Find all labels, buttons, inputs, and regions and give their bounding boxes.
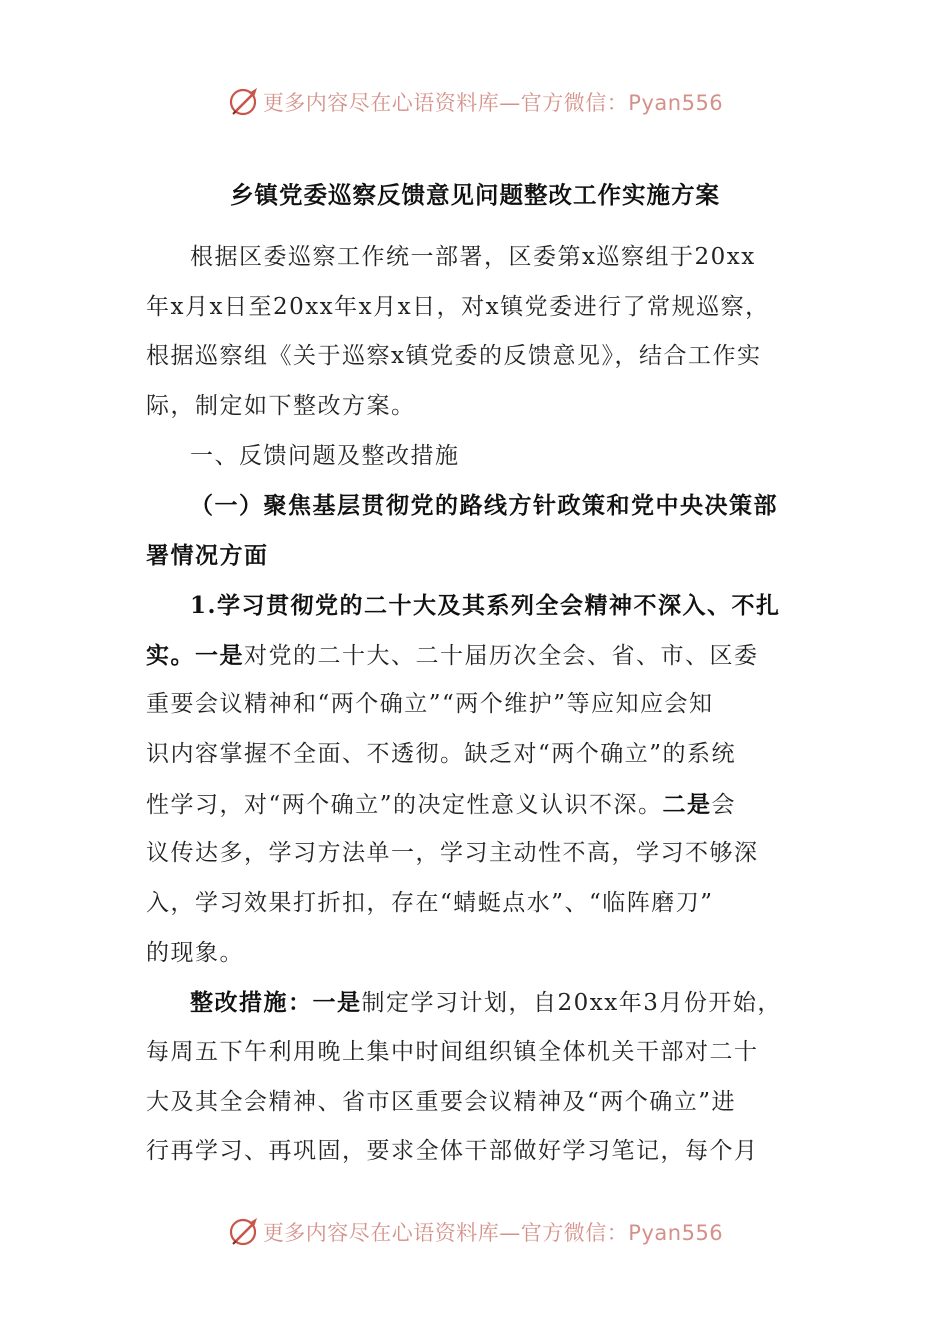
marker-first: 一是 xyxy=(195,641,244,669)
document-title: 乡镇党委巡察反馈意见问题整改工作实施方案 xyxy=(230,181,720,209)
watermark-bottom xyxy=(0,1210,950,1254)
paragraph-line: 行再学习、再巩固，要求全体干部做好学习笔记，每个月 xyxy=(146,1138,759,1165)
watermark-top xyxy=(0,80,950,124)
paragraph-line xyxy=(146,978,818,1028)
paragraph-text: 会 xyxy=(711,791,737,818)
paragraph-line: 入，学习效果打折扣，存在“蜻蜓点水”、“临阵磨刀” xyxy=(146,889,714,916)
paragraph-line: 每周五下午利用晚上集中时间组织镇全体机关干部对二十 xyxy=(146,1039,759,1065)
paragraph-line: 根据巡察组《关于巡察x镇党委的反馈意见》，结合工作实 xyxy=(146,343,762,370)
problem-heading-end: 实。 xyxy=(146,641,195,669)
paragraph-line: 议传达多，学习方法单一，学习主动性不高，学习不够深 xyxy=(146,840,759,867)
measures-label: 整改措施： xyxy=(190,989,313,1017)
watermark-text: 更多内容尽在心语资料库—官方微信：Pyan556 xyxy=(262,1221,724,1245)
subsection-heading: （一）聚焦基层贯彻党的路线方针政策和党中央决策部 xyxy=(190,492,778,520)
paragraph-line: 的现象。 xyxy=(146,939,244,966)
paragraph-line: 大及其全会精神、省市区重要会议精神及“两个确立”进 xyxy=(146,1088,737,1115)
paragraph-line xyxy=(146,780,818,830)
paragraph-line: 识内容掌握不全面、不透彻。缺乏对“两个确立”的系统 xyxy=(146,740,737,767)
paragraph-line: 际，制定如下整改方案。 xyxy=(146,393,416,420)
document-body xyxy=(146,233,818,1177)
section-heading: 一、反馈问题及整改措施 xyxy=(190,442,460,469)
paragraph-line: 年x月x日至20xx年x月x日，对x镇党委进行了常规巡察， xyxy=(146,293,770,320)
paragraph-text: 对党的二十大、二十届历次全会、省、市、区委 xyxy=(244,642,759,669)
pen-circle-logo-icon xyxy=(227,85,261,119)
paragraph-line: 根据区委巡察工作统一部署，区委第x巡察组于20xx xyxy=(190,244,756,270)
paragraph-line: 重要会议精神和“两个确立”“两个维护”等应知应会知 xyxy=(146,691,714,718)
paragraph-text: 制定学习计划，自20xx年3月份开始， xyxy=(361,990,782,1017)
subsection-heading: 署情况方面 xyxy=(146,542,269,570)
pen-circle-logo-icon xyxy=(227,1215,261,1249)
paragraph-text: 性学习，对“两个确立”的决定性意义认识不深。 xyxy=(146,791,663,818)
marker-second: 二是 xyxy=(662,790,712,818)
problem-heading: 1.学习贯彻党的二十大及其系列全会精神不深入、不扎 xyxy=(190,591,781,619)
marker-first: 一是 xyxy=(312,989,362,1017)
paragraph-line xyxy=(146,631,818,681)
watermark-text: 更多内容尽在心语资料库—官方微信：Pyan556 xyxy=(262,91,724,115)
